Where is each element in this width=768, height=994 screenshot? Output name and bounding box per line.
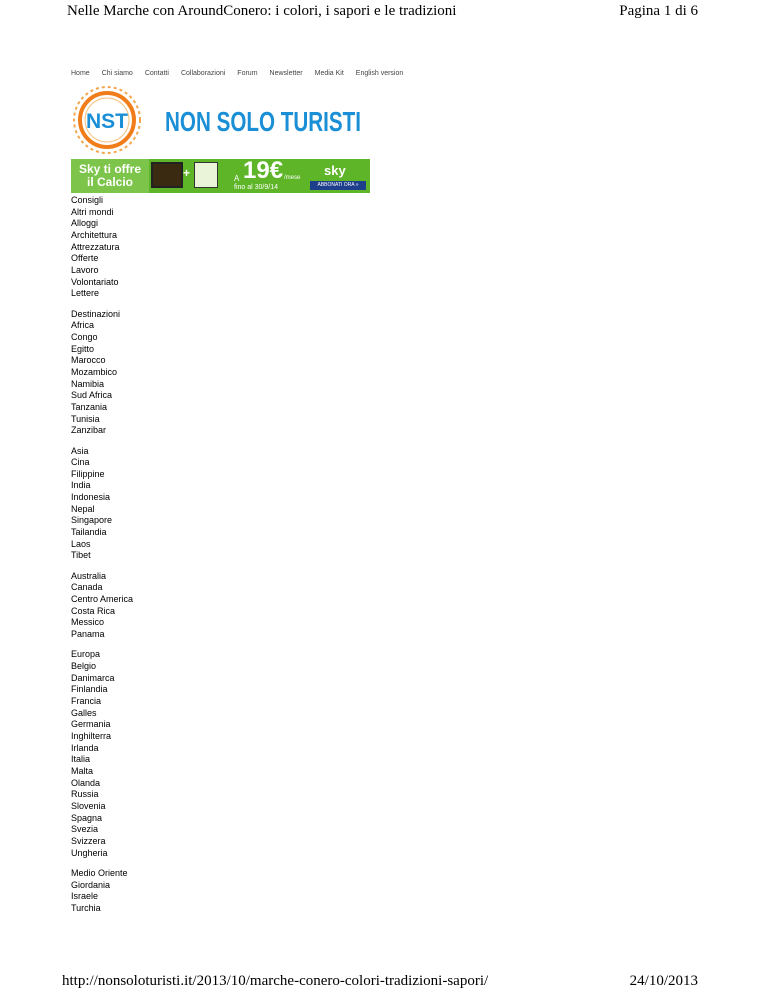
menu-link[interactable]: Mozambico [71, 366, 118, 377]
menu-link[interactable]: Centro America [71, 594, 134, 605]
menu-link[interactable]: Costa Rica [71, 605, 116, 616]
menu-link[interactable]: Architettura [71, 229, 118, 240]
banner-cta-button[interactable]: ABBONATI ORA » [310, 181, 366, 190]
plus-icon: + [183, 166, 191, 180]
menu-link[interactable]: Zanzibar [71, 425, 107, 436]
menu-link[interactable]: Consigli [71, 195, 104, 205]
menu-link[interactable]: Galles [71, 707, 97, 718]
menu-link[interactable]: Nepal [71, 503, 95, 514]
banner-headline: Sky ti offre il Calcio [71, 159, 149, 193]
menu-link[interactable]: Russia [71, 789, 99, 800]
page-url: http://nonsoloturisti.it/2013/10/marche-conero-colori-tradizioni-sapori/ [62, 973, 489, 989]
print-date: 24/10/2013 [629, 973, 698, 989]
menu-link[interactable]: Slovenia [71, 800, 106, 811]
logo-wordmark: NON SOLO TURISTI [165, 106, 361, 137]
nav-home[interactable]: Home [71, 70, 90, 77]
menu-link[interactable]: Tibet [71, 550, 91, 561]
page-number: Pagina 1 di 6 [619, 3, 698, 19]
menu-group [71, 309, 133, 437]
menu-link[interactable]: Canada [71, 582, 103, 593]
menu-group [71, 446, 133, 563]
menu-link[interactable]: Irlanda [71, 742, 99, 753]
menu-link[interactable]: India [71, 480, 91, 491]
menu-link[interactable]: Malta [71, 765, 94, 776]
menu-link[interactable]: Lavoro [71, 264, 99, 275]
menu-link[interactable]: Volontariato [71, 276, 119, 287]
menu-link[interactable]: Filippine [71, 468, 105, 479]
menu-link[interactable]: Asia [71, 445, 89, 456]
menu-link[interactable]: Olanda [71, 777, 101, 788]
menu-link[interactable]: Finlandia [71, 684, 108, 695]
menu-link[interactable]: Tanzania [71, 401, 108, 412]
menu-link[interactable]: Germania [71, 719, 111, 730]
menu-link[interactable]: Svezia [71, 824, 99, 835]
menu-link[interactable]: Inghilterra [71, 730, 112, 741]
banner-price: 19€ [243, 157, 284, 184]
menu-link[interactable]: Francia [71, 696, 102, 706]
nav-newsletter[interactable]: Newsletter [269, 70, 303, 77]
nav-english-version[interactable]: English version [355, 70, 404, 77]
menu-link[interactable]: Spagna [71, 812, 103, 823]
menu-link[interactable]: Messico [71, 617, 105, 628]
site-logo[interactable] [71, 82, 371, 156]
menu-link[interactable]: Namibia [71, 378, 105, 389]
menu-link[interactable]: Indonesia [71, 492, 111, 503]
logo-mark: NST [86, 110, 128, 133]
menu-link[interactable]: Europa [71, 649, 101, 660]
nav-contatti[interactable]: Contatti [144, 70, 169, 77]
menu-link[interactable]: Belgio [71, 661, 97, 672]
menu-link[interactable]: Israele [71, 891, 99, 902]
menu-link[interactable]: Altri mondi [71, 206, 114, 217]
menu-link[interactable]: Offerte [71, 253, 99, 264]
nav-forum[interactable]: Forum [237, 70, 258, 77]
menu-link[interactable]: Tailandia [71, 527, 107, 538]
menu-link[interactable]: Panama [71, 629, 105, 640]
menu-link[interactable]: Medio Oriente [71, 867, 128, 878]
nav-chi-siamo[interactable]: Chi siamo [101, 70, 133, 77]
menu-link[interactable]: Italia [71, 754, 91, 765]
menu-link[interactable]: Giordania [71, 879, 111, 890]
menu-link[interactable]: Cina [71, 457, 90, 468]
menu-group [71, 649, 133, 859]
menu-link[interactable]: Egitto [71, 343, 95, 354]
print-footer [62, 972, 698, 990]
menu-link[interactable]: Alloggi [71, 218, 99, 229]
nav-collaborazioni[interactable]: Collaborazioni [180, 70, 226, 77]
menu-link[interactable]: Africa [71, 320, 95, 331]
logo-graphic [71, 82, 371, 156]
banner-per-month: /mese [284, 175, 301, 181]
sky-banner-ad[interactable] [71, 159, 370, 193]
print-header [67, 2, 698, 20]
menu-link[interactable]: Attrezzatura [71, 241, 120, 252]
tv-icon [151, 162, 183, 188]
menu-link[interactable]: Australia [71, 570, 107, 581]
nav-media-kit[interactable]: Media Kit [314, 70, 344, 77]
menu-link[interactable]: Congo [71, 331, 98, 342]
menu-link[interactable]: Lettere [71, 288, 100, 299]
menu-link[interactable]: Destinazioni [71, 308, 121, 319]
banner-until: fino al 30/9/14 [234, 184, 278, 191]
menu-link[interactable]: Danimarca [71, 672, 115, 683]
menu-link[interactable]: Tunisia [71, 413, 100, 424]
menu-group [71, 571, 133, 641]
menu-link[interactable]: Marocco [71, 355, 106, 366]
category-menu [71, 195, 133, 923]
document-title: Nelle Marche con AroundConero: i colori, i sapori e le tradizioni [67, 3, 457, 19]
menu-link[interactable]: Svizzera [71, 835, 106, 846]
sky-logo: sky [324, 163, 346, 178]
menu-link[interactable]: Sud Africa [71, 390, 113, 401]
menu-link[interactable]: Singapore [71, 515, 113, 526]
phone-icon [194, 162, 218, 188]
menu-group [71, 868, 133, 915]
menu-link[interactable]: Turchia [71, 902, 101, 913]
menu-group [71, 195, 133, 300]
top-nav [71, 70, 415, 77]
menu-link[interactable]: Ungheria [71, 847, 108, 858]
menu-link[interactable]: Laos [71, 538, 91, 549]
banner-a: A [234, 174, 240, 183]
